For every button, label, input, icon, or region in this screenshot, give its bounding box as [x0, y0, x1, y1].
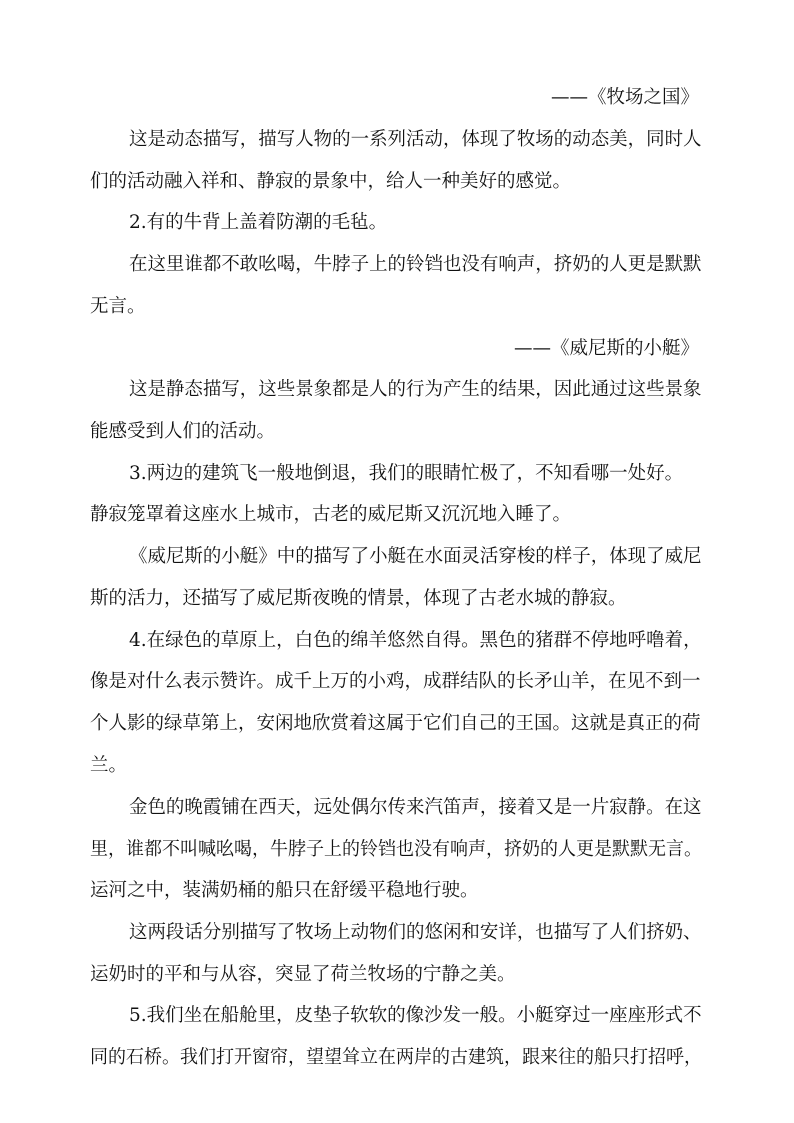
- numbered-item: 5.我们坐在船舱里，皮垫子软软的像沙发一般。小艇穿过一座座形式不: [129, 1005, 702, 1026]
- source-citation: ——《威尼斯的小艇》: [513, 338, 699, 359]
- paragraph-line: 运河之中，装满奶桶的船只在舒缓平稳地行驶。: [90, 880, 479, 901]
- paragraph-line: 在这里谁都不敢吆喝，牛脖子上的铃铛也没有响声，挤奶的人更是默默: [129, 254, 702, 275]
- paragraph-line: 们的活动融入祥和、静寂的景象中，给人一种美好的感觉。: [90, 171, 572, 192]
- source-citation: ——《牧场之国》: [550, 87, 699, 108]
- paragraph-line: 运奶时的平和与从容，突显了荷兰牧场的宁静之美。: [90, 964, 516, 985]
- numbered-item: 2.有的牛背上盖着防潮的毛毡。: [129, 212, 388, 233]
- paragraph-line: 《威尼斯的小艇》中的描写了小艇在水面灵活穿梭的样子，体现了威尼: [129, 546, 702, 567]
- paragraph-line: 这是动态描写，描写人物的一系列活动，体现了牧场的动态美，同时人: [129, 129, 702, 150]
- numbered-item: 4.在绿色的草原上，白色的绵羊悠然自得。黑色的猪群不停地呼噜着，: [129, 630, 702, 651]
- paragraph-line: 同的石桥。我们打开窗帘，望望耸立在两岸的古建筑，跟来往的船只打招呼，: [90, 1047, 703, 1068]
- paragraph-line: 兰。: [90, 755, 128, 776]
- paragraph-line: 里，谁都不叫喊吆喝，牛脖子上的铃铛也没有响声，挤奶的人更是默默无言。: [90, 839, 703, 860]
- numbered-item: 3.两边的建筑飞一般地倒退，我们的眼睛忙极了，不知看哪一处好。: [129, 463, 684, 484]
- paragraph-line: 这是静态描写，这些景象都是人的行为产生的结果，因此通过这些景象: [129, 379, 702, 400]
- paragraph-line: 金色的晚霞铺在西天，远处偶尔传来汽笛声，接着又是一片寂静。在这: [129, 797, 702, 818]
- paragraph-line: 无言。: [90, 296, 146, 317]
- paragraph-line: 个人影的绿草第上，安闲地欣赏着这属于它们自己的王国。这就是真正的荷: [90, 713, 701, 734]
- paragraph-line: 静寂笼罩着这座水上城市，古老的威尼斯又沉沉地入睡了。: [90, 504, 572, 525]
- paragraph-line: 像是对什么表示赞许。成千上万的小鸡，成群结队的长矛山羊，在见不到一: [90, 671, 701, 692]
- paragraph-line: 这两段话分别描写了牧场上动物们的悠闲和安详，也描写了人们挤奶、: [129, 922, 702, 943]
- paragraph-line: 能感受到人们的活动。: [90, 421, 276, 442]
- paragraph-line: 斯的活力，还描写了威尼斯夜晚的情景，体现了古老水城的静寂。: [90, 588, 627, 609]
